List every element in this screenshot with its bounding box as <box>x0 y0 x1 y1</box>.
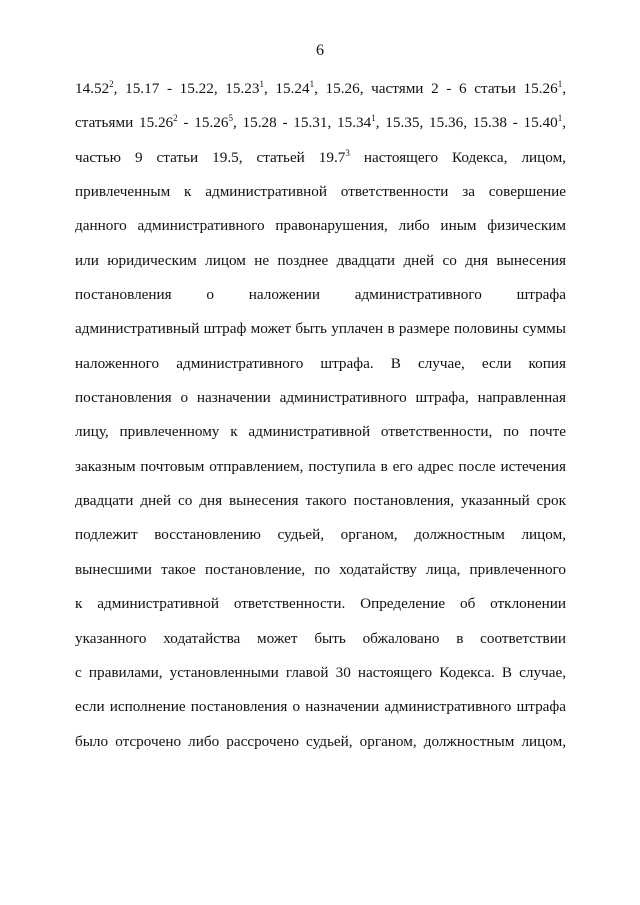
text-line <box>75 450 566 484</box>
text-segment: , 15.17 - 15.22, 15.23 <box>113 80 260 97</box>
text-segment: указанного ходатайства может быть обжаловано в соответствии <box>75 629 566 647</box>
text-segment: с правилами, установленными главой 30 настоящего Кодекса. В случае, <box>75 663 566 681</box>
text-line <box>75 106 566 140</box>
superscript-index: 3 <box>345 147 350 158</box>
text-segment: привлеченным к административной ответственности за совершение <box>75 183 566 201</box>
text-segment: было отсрочено либо рассрочено судьей, органом, должностным лицом, <box>75 732 566 750</box>
text-line <box>75 72 566 106</box>
text-segment: , 15.24 <box>263 80 310 97</box>
text-segment: двадцати дней со дня вынесения такого постановления, указанный срок <box>75 492 566 510</box>
text-line <box>75 484 566 518</box>
text-segment: лицу, привлеченному к административной ответственности, по почте <box>75 423 566 441</box>
text-segment: наложенного административного штрафа. В случае, если копия <box>75 354 566 372</box>
text-segment: частью 9 статьи 19.5, статьей 19.7 <box>75 148 346 166</box>
page-number: 6 <box>316 42 324 59</box>
text-line <box>75 175 566 209</box>
superscript-index: 1 <box>309 79 315 89</box>
text-line <box>75 656 566 690</box>
superscript-index: 1 <box>259 79 264 89</box>
text-segment: данного административного правонарушения, либо иным физическим <box>75 217 566 235</box>
text-segment: - 15.26 <box>177 114 229 132</box>
text-segment: заказным почтовым отправлением, поступила в его адрес после истечения <box>75 457 566 475</box>
text-line <box>75 587 566 621</box>
text-segment: постановления о назначении административного штрафа, направленная <box>75 389 566 407</box>
text-segment: вынесшими такое постановление, по ходатайству лица, привлеченного <box>75 560 566 578</box>
text-segment: постановления о наложении административного штрафа <box>75 286 566 304</box>
superscript-index: 1 <box>557 113 563 124</box>
text-segment: подлежит восстановлению судьей, органом, должностным лицом, <box>75 526 566 544</box>
text-segment: или юридическим лицом не позднее двадцати дней со дня вынесения <box>75 251 566 269</box>
text-segment: статьями 15.26 <box>75 114 174 132</box>
superscript-index: 1 <box>371 113 376 124</box>
body-text <box>75 72 566 759</box>
text-line <box>75 622 566 656</box>
text-segment: , 15.35, 15.36, 15.38 - 15.40 <box>375 114 558 132</box>
text-line <box>75 209 566 243</box>
text-line <box>75 518 566 552</box>
text-line <box>75 141 566 175</box>
text-line <box>75 415 566 449</box>
text-line <box>75 690 566 724</box>
text-segment: , <box>562 80 566 97</box>
text-line <box>75 278 566 312</box>
text-segment: , <box>562 114 566 132</box>
text-segment: настоящего Кодекса, лицом, <box>349 148 566 166</box>
text-segment: административный штраф может быть уплачен в размере половины суммы <box>75 320 566 338</box>
superscript-index: 1 <box>557 79 563 89</box>
text-line <box>75 725 566 759</box>
superscript-index: 2 <box>109 79 114 89</box>
superscript-index: 2 <box>173 113 178 124</box>
text-segment: , 15.28 - 15.31, 15.34 <box>232 114 372 132</box>
text-segment: если исполнение постановления о назначении административного штрафа <box>75 698 566 716</box>
text-line <box>75 553 566 587</box>
text-line <box>75 312 566 346</box>
text-segment: , 15.26, частями 2 - 6 статьи 15.26 <box>314 80 558 97</box>
text-segment: 14.52 <box>75 80 110 97</box>
text-line <box>75 244 566 278</box>
text-segment: к административной ответственности. Определение об отклонении <box>75 595 566 613</box>
superscript-index: 5 <box>228 113 233 124</box>
text-line <box>75 381 566 415</box>
text-line <box>75 347 566 381</box>
